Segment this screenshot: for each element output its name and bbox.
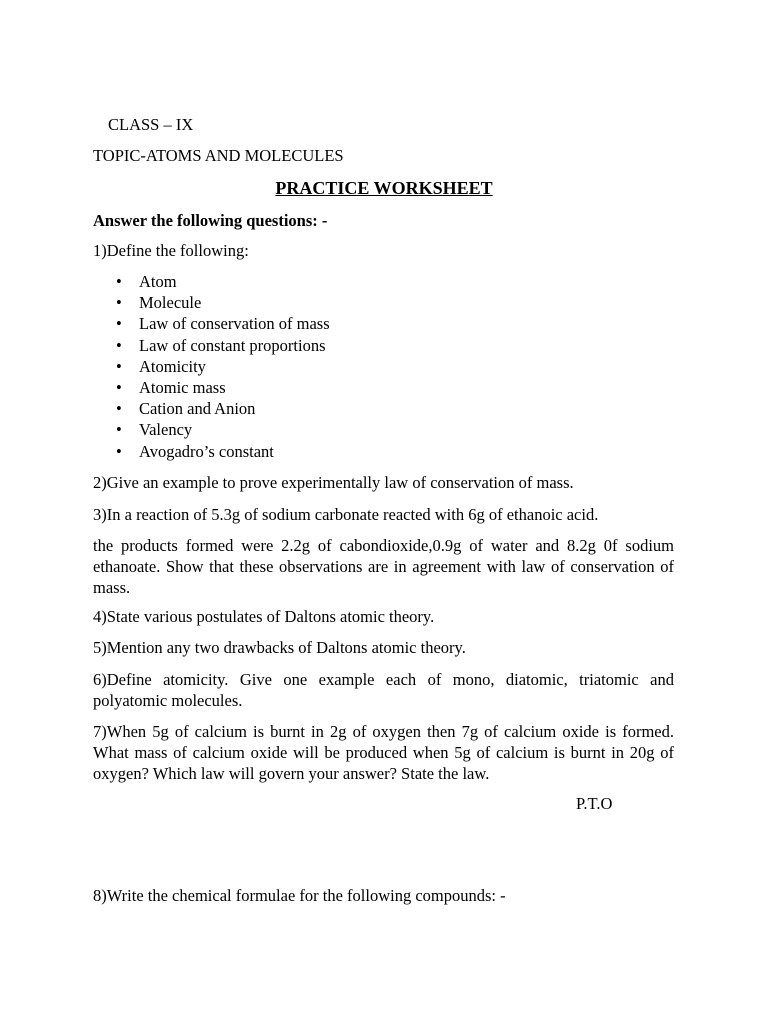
bullet-icon: • (116, 272, 122, 291)
bullet-icon: • (116, 399, 122, 419)
list-item (93, 356, 330, 377)
bullet-icon: • (116, 377, 122, 397)
topic-label: TOPIC-ATOMS AND MOLECULES (93, 146, 344, 165)
pto-label: P.T.O (576, 794, 613, 813)
question-1: 1)Define the following: (93, 241, 249, 260)
bullet-icon: • (116, 335, 122, 355)
page-title: PRACTICE WORKSHEET (275, 178, 493, 198)
list-item (93, 271, 330, 292)
question-3: 3)In a reaction of 5.3g of sodium carbonate reacted with 6g of ethanoic acid. (93, 505, 599, 524)
list-item (93, 377, 330, 398)
bullet-icon: • (116, 293, 122, 313)
bullet-icon: • (116, 441, 122, 461)
list-item (93, 398, 330, 419)
list-item (93, 419, 330, 440)
list-item (93, 313, 330, 334)
question-2: 2)Give an example to prove experimentally law of conservation of mass. (93, 473, 574, 492)
list-item (93, 335, 330, 356)
definition-list (93, 271, 330, 462)
class-label: CLASS – IX (108, 115, 194, 134)
instruction-text: Answer the following questions: - (93, 211, 328, 230)
question-5: 5)Mention any two drawbacks of Daltons atomic theory. (93, 638, 466, 657)
bullet-icon: • (116, 314, 122, 334)
question-3-continuation: the products formed were 2.2g of cabondioxide,0.9g of water and 8.2g 0f sodium ethanoate. Show that these observations are in agreement with law of conservation of mass. (93, 536, 674, 597)
list-item-label: Cation and Anion (139, 399, 256, 419)
question-4: 4)State various postulates of Daltons atomic theory. (93, 607, 435, 626)
list-item-label: Atomic mass (139, 377, 226, 397)
list-item-label: Atomicity (139, 356, 206, 376)
list-item-label: Law of conservation of mass (139, 314, 330, 334)
list-item-label: Atom (139, 272, 177, 291)
list-item-label: Law of constant proportions (139, 335, 326, 355)
list-item (93, 292, 330, 313)
question-7: 7)When 5g of calcium is burnt in 2g of oxygen then 7g of calcium oxide is formed. What mass of calcium oxide will be produced when 5g of calcium is burnt in 20g of oxygen? Which law will govern your answer? State the law. (93, 722, 674, 783)
list-item-label: Molecule (139, 293, 202, 313)
question-8: 8)Write the chemical formulae for the following compounds: - (93, 886, 506, 905)
list-item (93, 441, 330, 462)
list-item-label: Valency (139, 420, 193, 440)
bullet-icon: • (116, 356, 122, 376)
bullet-icon: • (116, 420, 122, 440)
question-6: 6)Define atomicity. Give one example each of mono, diatomic, triatomic and polyatomic molecules. (93, 670, 674, 710)
list-item-label: Avogadro’s constant (139, 441, 274, 461)
